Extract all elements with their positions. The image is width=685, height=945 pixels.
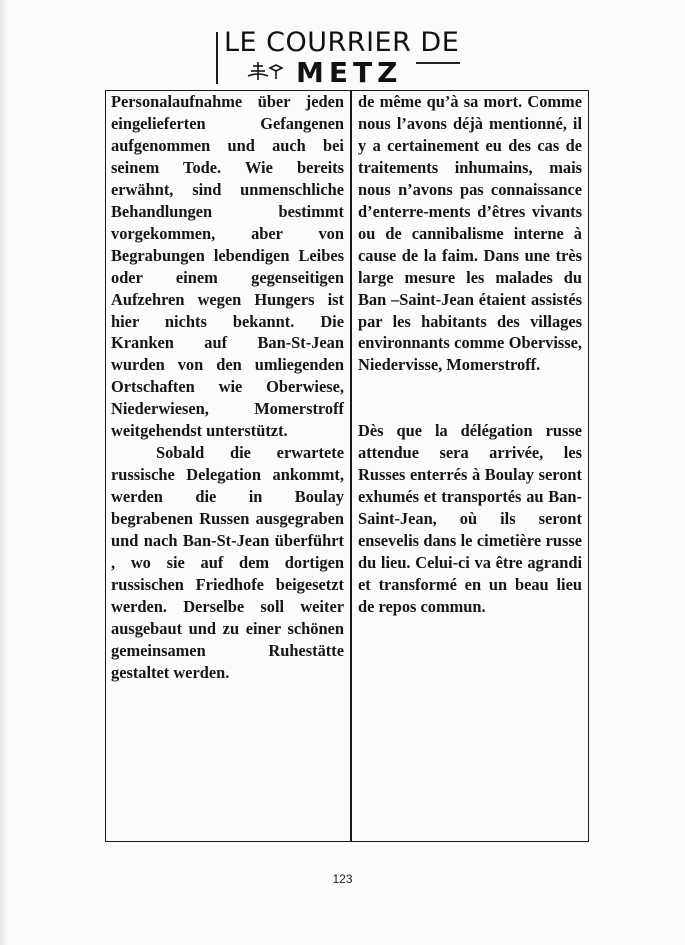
bilingual-text-table	[105, 90, 589, 842]
german-paragraph-2: Sobald die erwartete russische Delegation ankommt, werden die in Boulay begrabenen Russen ausgegraben und nach Ban-St-Jean überführt , wo sie auf dem dortigen russischen Friedhofe beigesetzt werden. Derselbe soll weiter ausgebaut und zu einer schönen gemeinsamen Ruhestätte gestaltet werden.	[111, 443, 344, 682]
page-number: 123	[332, 872, 353, 886]
french-paragraph-1: de même qu’à sa mort. Comme nous l’avons déjà mentionné, il y a certainement eu des cas de traitements inhumains, mais nous n’avons pas connaissance d’enterre-ments d’êtres vivants ou de cannibalisme interne à cause de la faim. Dans une très large mesure les malades du Ban –Saint-Jean étaient assistés par les habitants des villages environnants comme Obervisse, Niedervisse, Momerstroff.	[358, 92, 582, 375]
column-divider	[350, 91, 352, 841]
newspaper-masthead	[216, 26, 462, 89]
french-paragraph-2: Dès que la délégation russe attendue sera arrivée, les Russes enterrés à Boulay seront exhumés et transportés au Ban-Saint-Jean, où ils seront ensevelis dans le cimetière russe du lieu. Celui-ci va être agrandi et transformé en un beau lieu de repos commun.	[358, 421, 582, 617]
masthead-rule	[416, 62, 460, 64]
french-column	[358, 91, 582, 618]
french-gap	[358, 376, 582, 420]
cross-of-lorraine-emblem-icon	[244, 60, 288, 82]
masthead-title-line2: METZ	[296, 56, 403, 89]
german-column	[111, 91, 344, 684]
scan-shadow	[0, 0, 8, 945]
masthead-title-line1: LE COURRIER DE	[224, 27, 460, 58]
masthead-bar	[216, 32, 218, 84]
german-paragraph-1: Personalaufnahme über jeden eingelieferten Gefangenen aufgenommen und auch bei seinem Tode. Wie bereits erwähnt, sind unmenschliche Behandlungen bestimmt vorgekommen, aber von Begrabungen lebendigen Leibes oder einem gegenseitigen Aufzehren wegen Hungers ist hier nichts bekannt. Die Kranken auf Ban-St-Jean wurden von den umliegenden Ortschaften wie Oberwiese, Niederwiesen, Momerstroff weitgehendst unterstützt.	[111, 92, 344, 441]
